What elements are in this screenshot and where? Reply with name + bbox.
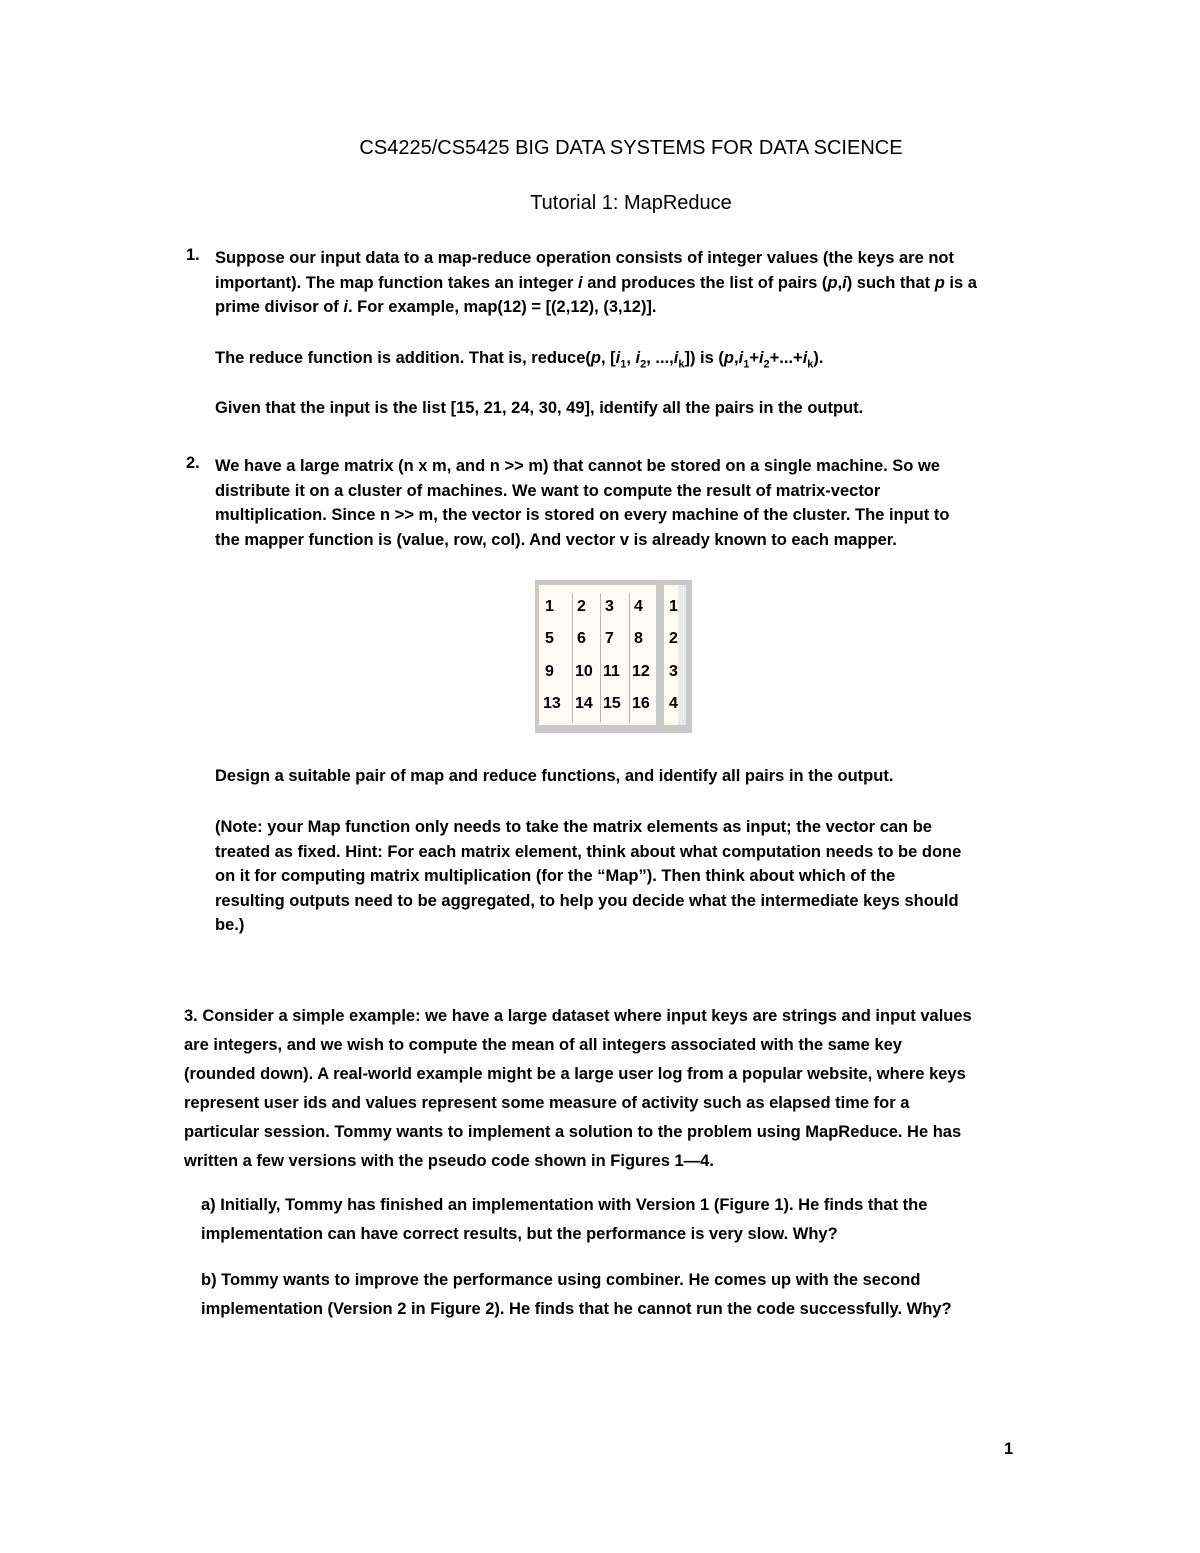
matrix-cell: 5 [545, 630, 554, 647]
question-1-paragraph [215, 246, 1035, 320]
q2-line: the mapper function is (value, row, col). And vector v is already known to each mapper. [215, 530, 897, 549]
matrix-cell: 14 [575, 695, 593, 712]
note-line: (Note: your Map function only needs to take the matrix elements as input; the vector can be [215, 818, 932, 836]
q3a-line: a) Initially, Tommy has finished an implementation with Version 1 (Figure 1). He finds that the [201, 1196, 928, 1214]
matrix-cell: 3 [605, 598, 614, 615]
matrix-grid [539, 585, 686, 725]
matrix-cell: 13 [543, 695, 561, 712]
question-3b [201, 1266, 1031, 1324]
matrix-cell: 12 [632, 663, 650, 680]
grid-line [572, 593, 573, 723]
tutorial-title: Tutorial 1: MapReduce [530, 192, 732, 214]
question-1-number: 1. [186, 246, 200, 264]
note-line: resulting outputs need to be aggregated, to help you decide what the intermediate keys should [215, 891, 959, 910]
matrix-cell: 11 [603, 663, 620, 680]
matrix-cell: 15 [603, 695, 621, 712]
question-3a [201, 1191, 1031, 1249]
matrix-vector-separator [656, 585, 664, 725]
q3-line: are integers, and we wish to compute the mean of all integers associated with the same key [184, 1036, 902, 1054]
q1-line: Suppose our input data to a map-reduce operation consists of integer values (the keys are not [215, 249, 954, 267]
q3b-line: b) Tommy wants to improve the performance using combiner. He comes up with the second [201, 1271, 921, 1289]
q2-line: We have a large matrix (n x m, and n >> m) that cannot be stored on a single machine. So we [215, 457, 940, 475]
note-line: treated as fixed. Hint: For each matrix element, think about what computation needs to be done [215, 842, 962, 861]
course-title: CS4225/CS5425 BIG DATA SYSTEMS FOR DATA SCIENCE [359, 137, 903, 159]
matrix-cell: 7 [605, 630, 614, 647]
matrix-vector-figure [535, 580, 692, 733]
matrix-cell: 8 [634, 630, 643, 647]
vector-edge [678, 585, 686, 725]
matrix-cell: 2 [577, 598, 586, 615]
q1-line: important). The map function takes an integer i and produces the list of pairs (p,i) such that p is a [215, 273, 977, 292]
vector-cell: 4 [669, 695, 678, 712]
vector-cell: 3 [669, 663, 678, 680]
q3b-line: implementation (Version 2 in Figure 2). He finds that he cannot run the code successfully. Why? [201, 1300, 952, 1318]
matrix-cell: 4 [634, 598, 643, 615]
question-2-design: Design a suitable pair of map and reduce functions, and identify all pairs in the output. [215, 767, 894, 785]
page-number: 1 [1004, 1440, 1014, 1458]
question-2-number: 2. [186, 454, 200, 472]
question-3-paragraph [184, 1002, 1034, 1176]
matrix-cell: 10 [575, 663, 593, 680]
vector-cell: 2 [669, 630, 678, 647]
note-line: be.) [215, 916, 245, 934]
note-line: on it for computing matrix multiplication (for the “Map”). Then think about which of the [215, 867, 896, 885]
matrix-cell: 16 [632, 695, 650, 712]
q3-line: represent user ids and values represent some measure of activity such as elapsed time for a [184, 1094, 910, 1112]
q3-line: (rounded down). A real-world example might be a large user log from a popular website, where keys [184, 1065, 966, 1083]
q3-line: 3. Consider a simple example: we have a large dataset where input keys are strings and input values [184, 1007, 972, 1025]
q2-line: distribute it on a cluster of machines. We want to compute the result of matrix-vector [215, 481, 881, 500]
q3-line: particular session. Tommy wants to implement a solution to the problem using MapReduce. He has [184, 1123, 962, 1141]
q3a-line: implementation can have correct results, but the performance is very slow. Why? [201, 1225, 838, 1243]
vector-cell: 1 [669, 598, 678, 615]
q3-line: written a few versions with the pseudo code shown in Figures 1—4. [184, 1152, 714, 1170]
question-2-note [215, 815, 1035, 938]
matrix-cell: 9 [545, 663, 554, 680]
matrix-cell: 1 [545, 598, 554, 615]
question-1-reduce: The reduce function is addition. That is, reduce(p, [$i_1$, $i_2$, $...,i_k$]) is $(p,i_1+i_2+...+i_k)$. [215, 349, 824, 371]
grid-line [629, 593, 630, 723]
grid-line [600, 593, 601, 723]
question-1-given: Given that the input is the list [15, 21, 24, 30, 49], identify all the pairs in the output. [215, 399, 864, 417]
matrix-cell: 6 [577, 630, 586, 647]
q2-line: multiplication. Since n >> m, the vector is stored on every machine of the cluster. The input to [215, 506, 950, 524]
q1-line: prime divisor of i. For example, map(12) = [(2,12), (3,12)]. [215, 298, 657, 316]
question-2-paragraph [215, 454, 1035, 552]
